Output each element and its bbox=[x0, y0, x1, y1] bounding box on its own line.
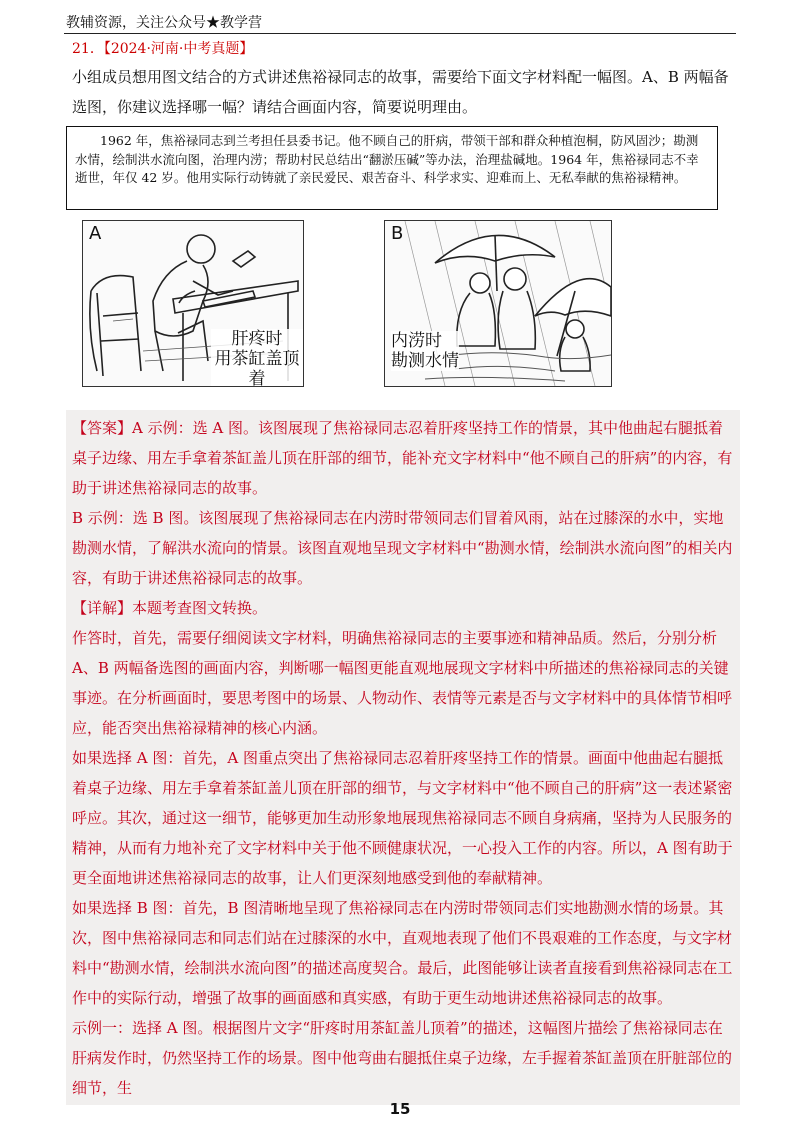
question-header: 21．【2024·河南·中考真题】 bbox=[72, 41, 254, 57]
header-rule bbox=[64, 33, 736, 34]
picture-a-caption-line1: 肝疼时 bbox=[231, 329, 283, 349]
example-paragraph: 示例一：选择 A 图。根据图片文字“肝疼时用茶缸盖儿顶着”的描述，这幅图片描绘了焦裕禄同志在肝病发作时，仍然坚持工作的场景。图中他弯曲右腿抵住桌子边缘，左手握着茶缸盖顶在肝脏部位的细节，生 bbox=[72, 1019, 733, 1097]
picture-b-caption bbox=[391, 331, 459, 371]
answer-paragraph: B 示例：选 B 图。该图展现了焦裕禄同志在内涝时带领同志们冒着风雨，站在过膝深的水中，实地勘测水情，了解洪水流向的情景。该图直观地呈现文字材料中“勘测水情，绘制洪水流向图”的相关内容，有助于讲述焦裕禄同志的故事。 bbox=[72, 509, 733, 587]
picture-b-label: B bbox=[391, 223, 404, 244]
material-text: 1962 年，焦裕禄同志到兰考担任县委书记。他不顾自己的肝病，带领干部和群众种植泡桐，防风固沙；勘测水情，绘制洪水流向图，治理内涝；帮助村民总结出“翻淤压碱”等办法，治理盐碱地。1964 年，焦裕禄同志不幸逝世，年仅 42 岁。他用实际行动铸就了亲民爱民、艰苦奋斗、科学求实、迎难而上、无私奉献的焦裕禄精神。 bbox=[75, 133, 699, 185]
picture-a-caption bbox=[211, 329, 303, 387]
question-prompt: 小组成员想用图文结合的方式讲述焦裕禄同志的故事，需要给下面文字材料配一幅图。A、B 两幅备选图，你建议选择哪一幅？请结合画面内容，简要说明理由。 bbox=[72, 68, 729, 116]
analysis-paragraph: 作答时，首先，需要仔细阅读文字材料，明确焦裕禄同志的主要事迹和精神品质。然后，分别分析 A、B 两幅备选图的画面内容，判断哪一幅图更能直观地展现文字材料中所描述的焦裕禄同志的关键事迹。在分析画面时，要思考图中的场景、人物动作、表情等元素是否与文字材料中的具体情节相呼应，能否突出焦裕禄精神的核心内涵。 bbox=[72, 629, 733, 737]
picture-a-caption-line2: 用茶缸盖顶着 bbox=[214, 349, 300, 387]
analysis-paragraph: 如果选择 A 图：首先，A 图重点突出了焦裕禄同志忍着肝疼坚持工作的情景。画面中他曲起右腿抵着桌子边缘、用左手拿着茶缸盖儿顶在肝部的细节，与文字材料中“他不顾自己的肝病”这一表述紧密呼应。其次，通过这一细节，能够更加生动形象地展现焦裕禄同志不顾自身病痛，坚持为人民服务的精神，从而有力地补充了文字材料中关于他不顾健康状况，一心投入工作的内容。所以，A 图有助于更全面地讲述焦裕禄同志的故事，让人们更深刻地感受到他的奉献精神。 bbox=[72, 749, 733, 887]
picture-b-caption-line2: 勘测水情 bbox=[391, 351, 459, 371]
material-box bbox=[66, 126, 718, 210]
answer-section bbox=[72, 413, 736, 1103]
header-text: 教辅资源，关注公众号★教学营 bbox=[66, 15, 262, 31]
picture-b-caption-line1: 内涝时 bbox=[391, 331, 442, 351]
analysis-heading: 【详解】本题考查图文转换。 bbox=[72, 599, 268, 617]
answer-paragraph: 【答案】A 示例：选 A 图。该图展现了焦裕禄同志忍着肝疼坚持工作的情景，其中他曲起右腿抵着桌子边缘、用左手拿着茶缸盖儿顶在肝部的细节，能补充文字材料中“他不顾自己的肝病”的内容，有助于讲述焦裕禄同志的故事。 bbox=[72, 419, 733, 497]
page-number: 15 bbox=[389, 1100, 411, 1118]
picture-b bbox=[384, 220, 612, 387]
picture-a-label: A bbox=[89, 223, 102, 244]
picture-a bbox=[82, 220, 304, 387]
analysis-paragraph: 如果选择 B 图：首先，B 图清晰地呈现了焦裕禄同志在内涝时带领同志们实地勘测水情的场景。其次，图中焦裕禄同志和同志们站在过膝深的水中，直观地表现了他们不畏艰难的工作态度，与文字材料中“勘测水情，绘制洪水流向图”的描述高度契合。最后，此图能够让读者直接看到焦裕禄同志在工作中的实际行动，增强了故事的画面感和真实感，有助于更生动地讲述焦裕禄同志的故事。 bbox=[72, 899, 733, 1007]
